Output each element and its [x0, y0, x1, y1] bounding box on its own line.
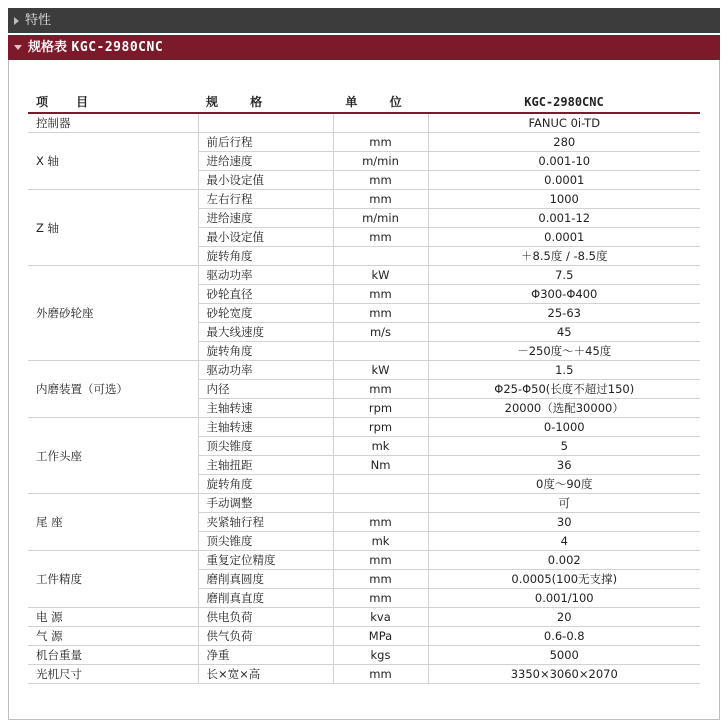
- spec-cell: 主轴扭距: [198, 456, 333, 475]
- value-cell: 0-1000: [428, 418, 700, 437]
- spec-cell: 进给速度: [198, 152, 333, 171]
- table-row: [28, 494, 700, 513]
- unit-cell: mm: [333, 551, 428, 570]
- header-value: KGC-2980CNC: [428, 91, 700, 113]
- table-row: [28, 361, 700, 380]
- unit-cell: mm: [333, 228, 428, 247]
- item-cell: 电 源: [28, 608, 198, 627]
- value-cell: 5: [428, 437, 700, 456]
- value-cell: Φ300-Φ400: [428, 285, 700, 304]
- spec-cell: 主轴转速: [198, 418, 333, 437]
- spec-cell: 长×宽×高: [198, 665, 333, 684]
- expanded-section-header[interactable]: [8, 35, 720, 60]
- value-cell: ＋8.5度 / -8.5度: [428, 247, 700, 266]
- value-cell: 45: [428, 323, 700, 342]
- spec-table: [28, 91, 700, 684]
- caret-right-icon: [14, 17, 19, 25]
- table-row: [28, 190, 700, 209]
- unit-cell: mm: [333, 285, 428, 304]
- header-item: 项 目: [28, 91, 198, 113]
- table-row: [28, 646, 700, 665]
- unit-cell: mm: [333, 513, 428, 532]
- value-cell: 20000（选配30000）: [428, 399, 700, 418]
- unit-cell: mm: [333, 304, 428, 323]
- unit-cell: MPa: [333, 627, 428, 646]
- unit-cell: [333, 113, 428, 133]
- unit-cell: rpm: [333, 399, 428, 418]
- spec-cell: 砂轮直径: [198, 285, 333, 304]
- table-row: [28, 665, 700, 684]
- value-cell: 280: [428, 133, 700, 152]
- value-cell: 30: [428, 513, 700, 532]
- value-cell: 0.002: [428, 551, 700, 570]
- table-row: [28, 551, 700, 570]
- spec-cell: 进给速度: [198, 209, 333, 228]
- value-cell: 7.5: [428, 266, 700, 285]
- value-cell: 1.5: [428, 361, 700, 380]
- value-cell: 0.0001: [428, 171, 700, 190]
- spec-cell: 前后行程: [198, 133, 333, 152]
- unit-cell: kva: [333, 608, 428, 627]
- spec-cell: 驱动功率: [198, 361, 333, 380]
- item-cell: 内磨装置（可选）: [28, 361, 198, 418]
- spec-cell: 磨削真圆度: [198, 570, 333, 589]
- value-cell: 4: [428, 532, 700, 551]
- unit-cell: mm: [333, 171, 428, 190]
- item-cell: 控制器: [28, 113, 198, 133]
- spec-cell: 最大线速度: [198, 323, 333, 342]
- value-cell: 0.001/100: [428, 589, 700, 608]
- unit-cell: m/min: [333, 209, 428, 228]
- item-cell: 工件精度: [28, 551, 198, 608]
- spec-cell: 内径: [198, 380, 333, 399]
- table-row: [28, 133, 700, 152]
- value-cell: 3350×3060×2070: [428, 665, 700, 684]
- spec-cell: 顶尖锥度: [198, 532, 333, 551]
- unit-cell: kW: [333, 266, 428, 285]
- unit-cell: rpm: [333, 418, 428, 437]
- spec-cell: 夹紧轴行程: [198, 513, 333, 532]
- spec-cell: 供气负荷: [198, 627, 333, 646]
- value-cell: 0.0005(100无支撑): [428, 570, 700, 589]
- spec-cell: 左右行程: [198, 190, 333, 209]
- item-cell: 气 源: [28, 627, 198, 646]
- unit-cell: [333, 247, 428, 266]
- table-header-row: [28, 91, 700, 113]
- item-cell: 尾 座: [28, 494, 198, 551]
- spec-cell: 最小设定值: [198, 171, 333, 190]
- value-cell: 0度～90度: [428, 475, 700, 494]
- unit-cell: [333, 475, 428, 494]
- value-cell: 0.001-10: [428, 152, 700, 171]
- spec-cell: [198, 113, 333, 133]
- unit-cell: mm: [333, 570, 428, 589]
- value-cell: 0.001-12: [428, 209, 700, 228]
- spec-cell: 重复定位精度: [198, 551, 333, 570]
- spec-cell: 旋转角度: [198, 475, 333, 494]
- unit-cell: [333, 342, 428, 361]
- table-row: [28, 113, 700, 133]
- unit-cell: m/min: [333, 152, 428, 171]
- expanded-section-title: 规格表: [28, 40, 68, 55]
- value-cell: 20: [428, 608, 700, 627]
- item-cell: 机台重量: [28, 646, 198, 665]
- value-cell: 36: [428, 456, 700, 475]
- unit-cell: kW: [333, 361, 428, 380]
- unit-cell: mk: [333, 437, 428, 456]
- value-cell: FANUC 0i-TD: [428, 113, 700, 133]
- item-cell: 工作头座: [28, 418, 198, 494]
- spec-table-body: [28, 113, 700, 684]
- unit-cell: m/s: [333, 323, 428, 342]
- value-cell: 5000: [428, 646, 700, 665]
- unit-cell: [333, 494, 428, 513]
- value-cell: 可: [428, 494, 700, 513]
- value-cell: 0.0001: [428, 228, 700, 247]
- spec-cell: 净重: [198, 646, 333, 665]
- spec-cell: 旋转角度: [198, 247, 333, 266]
- unit-cell: Nm: [333, 456, 428, 475]
- item-cell: Z 轴: [28, 190, 198, 266]
- unit-cell: mm: [333, 589, 428, 608]
- spec-cell: 手动调整: [198, 494, 333, 513]
- table-row: [28, 418, 700, 437]
- header-unit: 单 位: [333, 91, 428, 113]
- unit-cell: mm: [333, 380, 428, 399]
- spec-cell: 磨削真直度: [198, 589, 333, 608]
- value-cell: －250度～＋45度: [428, 342, 700, 361]
- table-row: [28, 627, 700, 646]
- spec-cell: 最小设定值: [198, 228, 333, 247]
- unit-cell: mm: [333, 190, 428, 209]
- unit-cell: mk: [333, 532, 428, 551]
- value-cell: Φ25-Φ50(长度不超过150): [428, 380, 700, 399]
- value-cell: 25-63: [428, 304, 700, 323]
- table-row: [28, 266, 700, 285]
- spec-cell: 主轴转速: [198, 399, 333, 418]
- unit-cell: kgs: [333, 646, 428, 665]
- spec-cell: 驱动功率: [198, 266, 333, 285]
- spec-cell: 旋转角度: [198, 342, 333, 361]
- item-cell: 外磨砂轮座: [28, 266, 198, 361]
- caret-down-icon: [14, 45, 22, 50]
- value-cell: 1000: [428, 190, 700, 209]
- table-row: [28, 608, 700, 627]
- collapsed-section-header[interactable]: [8, 8, 720, 33]
- spec-cell: 砂轮宽度: [198, 304, 333, 323]
- collapsed-section-title: 特性: [25, 13, 52, 28]
- item-cell: X 轴: [28, 133, 198, 190]
- value-cell: 0.6-0.8: [428, 627, 700, 646]
- spec-cell: 供电负荷: [198, 608, 333, 627]
- item-cell: 光机尺寸: [28, 665, 198, 684]
- spec-cell: 顶尖锥度: [198, 437, 333, 456]
- unit-cell: mm: [333, 133, 428, 152]
- unit-cell: mm: [333, 665, 428, 684]
- header-spec: 规 格: [198, 91, 333, 113]
- expanded-section-model: KGC-2980CNC: [71, 40, 164, 55]
